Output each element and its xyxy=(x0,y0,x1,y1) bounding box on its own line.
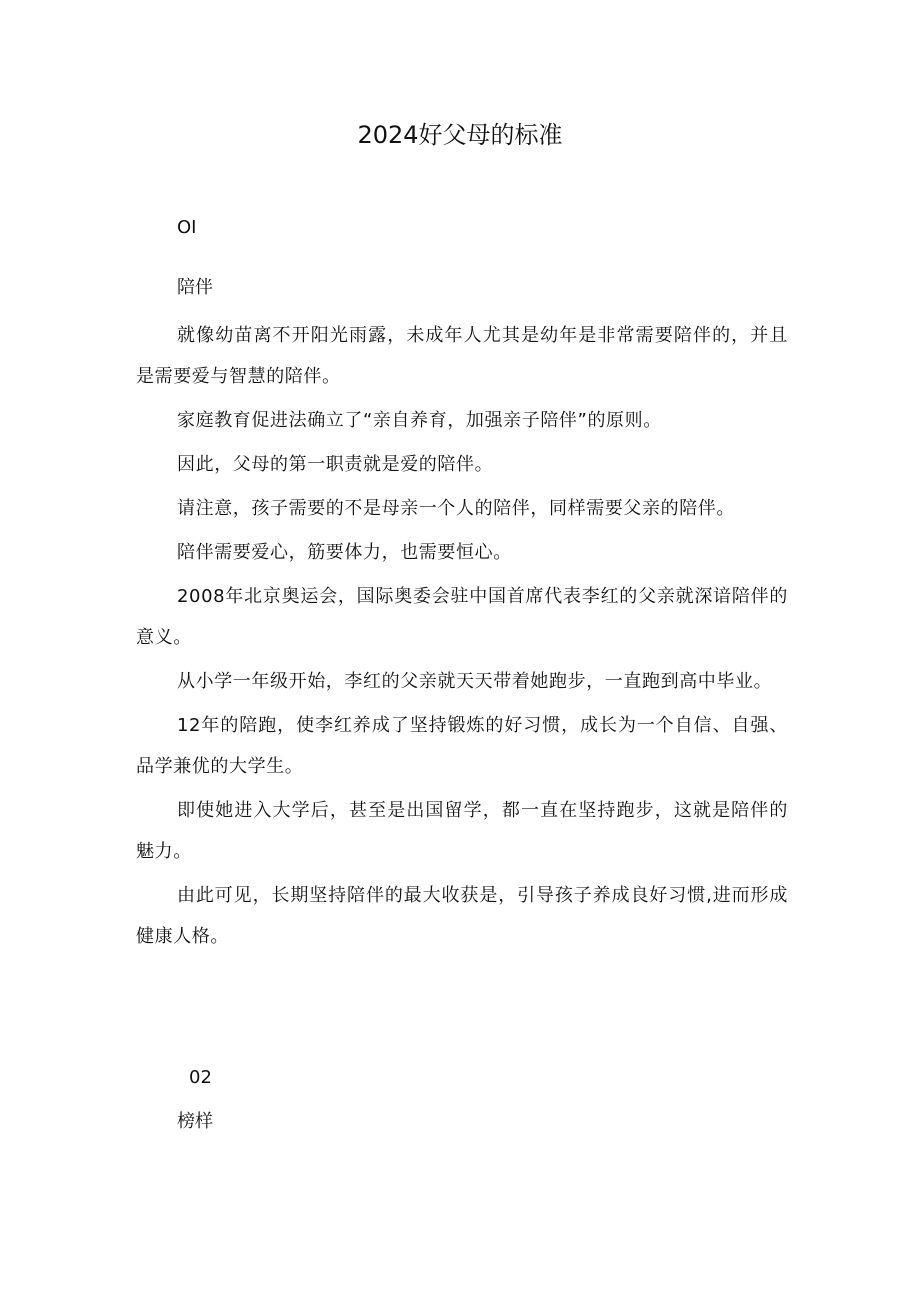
paragraph: 由此可见，长期坚持陪伴的最大收获是，引导孩子养成良好习惯,进而形成健康人格。 xyxy=(136,885,788,947)
section-body-1 xyxy=(136,315,788,960)
paragraph: 请注意，孩子需要的不是母亲一个人的陪伴，同样需要父亲的陪伴。 xyxy=(177,498,735,519)
section-heading-1: 陪伴 xyxy=(177,277,213,298)
paragraph: 家庭教育促进法确立了“亲自养育，加强亲子陪伴”的原则。 xyxy=(177,410,662,431)
section-number-2: 02 xyxy=(189,1067,212,1088)
paragraph: 从小学一年级开始，李红的父亲就天天带着她跑步，一直跑到高中毕业。 xyxy=(177,671,773,692)
paragraph: 2008年北京奥运会，国际奥委会驻中国首席代表李红的父亲就深谙陪伴的意义。 xyxy=(136,586,788,648)
paragraph: 即使她进入大学后，甚至是出国留学，都一直在坚持跑步，这就是陪伴的魅力。 xyxy=(136,800,788,862)
paragraph: 因此，父母的第一职责就是爱的陪伴。 xyxy=(177,454,494,475)
paragraph: 陪伴需要爱心，筋要体力，也需要恒心。 xyxy=(177,542,512,563)
paragraph: 就像幼苗离不开阳光雨露，未成年人尤其是幼年是非常需要陪伴的，并且是需要爱与智慧的陪伴。 xyxy=(136,325,788,387)
paragraph: 12年的陪跑，使李红养成了坚持锻炼的好习惯，成长为一个自信、自强、品学兼优的大学生。 xyxy=(136,715,788,777)
section-heading-2: 榜样 xyxy=(177,1111,213,1132)
section-number-1: OI xyxy=(177,217,197,238)
document-title: 2024好父母的标准 xyxy=(357,121,563,149)
